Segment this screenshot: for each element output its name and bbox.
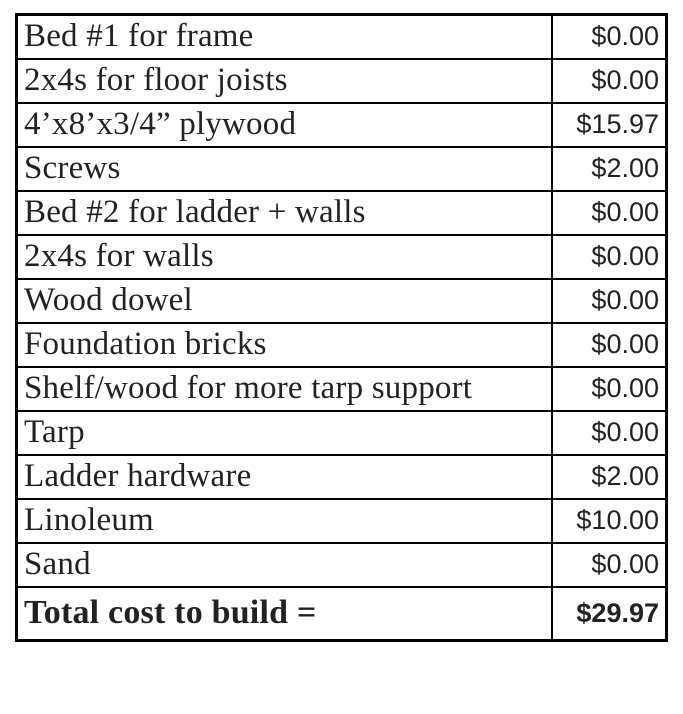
table-row <box>17 191 667 235</box>
item-cost: $0.00 <box>552 367 667 411</box>
table-row <box>17 15 667 59</box>
table-row <box>17 411 667 455</box>
item-name: 2x4s for walls <box>17 235 552 279</box>
item-name: 2x4s for floor joists <box>17 59 552 103</box>
table-row <box>17 103 667 147</box>
total-label: Total cost to build = <box>17 587 552 641</box>
table-row <box>17 279 667 323</box>
item-cost: $2.00 <box>552 147 667 191</box>
item-name: Foundation bricks <box>17 323 552 367</box>
cost-table <box>15 13 668 642</box>
item-name: Linoleum <box>17 499 552 543</box>
item-cost: $2.00 <box>552 455 667 499</box>
item-cost: $0.00 <box>552 323 667 367</box>
item-cost: $15.97 <box>552 103 667 147</box>
item-name: Bed #2 for ladder + walls <box>17 191 552 235</box>
item-name: Screws <box>17 147 552 191</box>
item-cost: $0.00 <box>552 59 667 103</box>
table-row <box>17 235 667 279</box>
table-row <box>17 59 667 103</box>
item-cost: $0.00 <box>552 15 667 59</box>
table-row <box>17 455 667 499</box>
item-name: Bed #1 for frame <box>17 15 552 59</box>
item-name: Sand <box>17 543 552 587</box>
total-row <box>17 587 667 641</box>
table-row <box>17 147 667 191</box>
item-name: Tarp <box>17 411 552 455</box>
item-name: Ladder hardware <box>17 455 552 499</box>
total-cost: $29.97 <box>552 587 667 641</box>
table-row <box>17 543 667 587</box>
item-cost: $0.00 <box>552 191 667 235</box>
table-row <box>17 323 667 367</box>
item-cost: $0.00 <box>552 543 667 587</box>
item-cost: $10.00 <box>552 499 667 543</box>
item-cost: $0.00 <box>552 411 667 455</box>
table-row <box>17 367 667 411</box>
table-row <box>17 499 667 543</box>
item-name: Wood dowel <box>17 279 552 323</box>
item-name: 4’x8’x3/4” plywood <box>17 103 552 147</box>
item-name: Shelf/wood for more tarp support <box>17 367 552 411</box>
item-cost: $0.00 <box>552 279 667 323</box>
item-cost: $0.00 <box>552 235 667 279</box>
